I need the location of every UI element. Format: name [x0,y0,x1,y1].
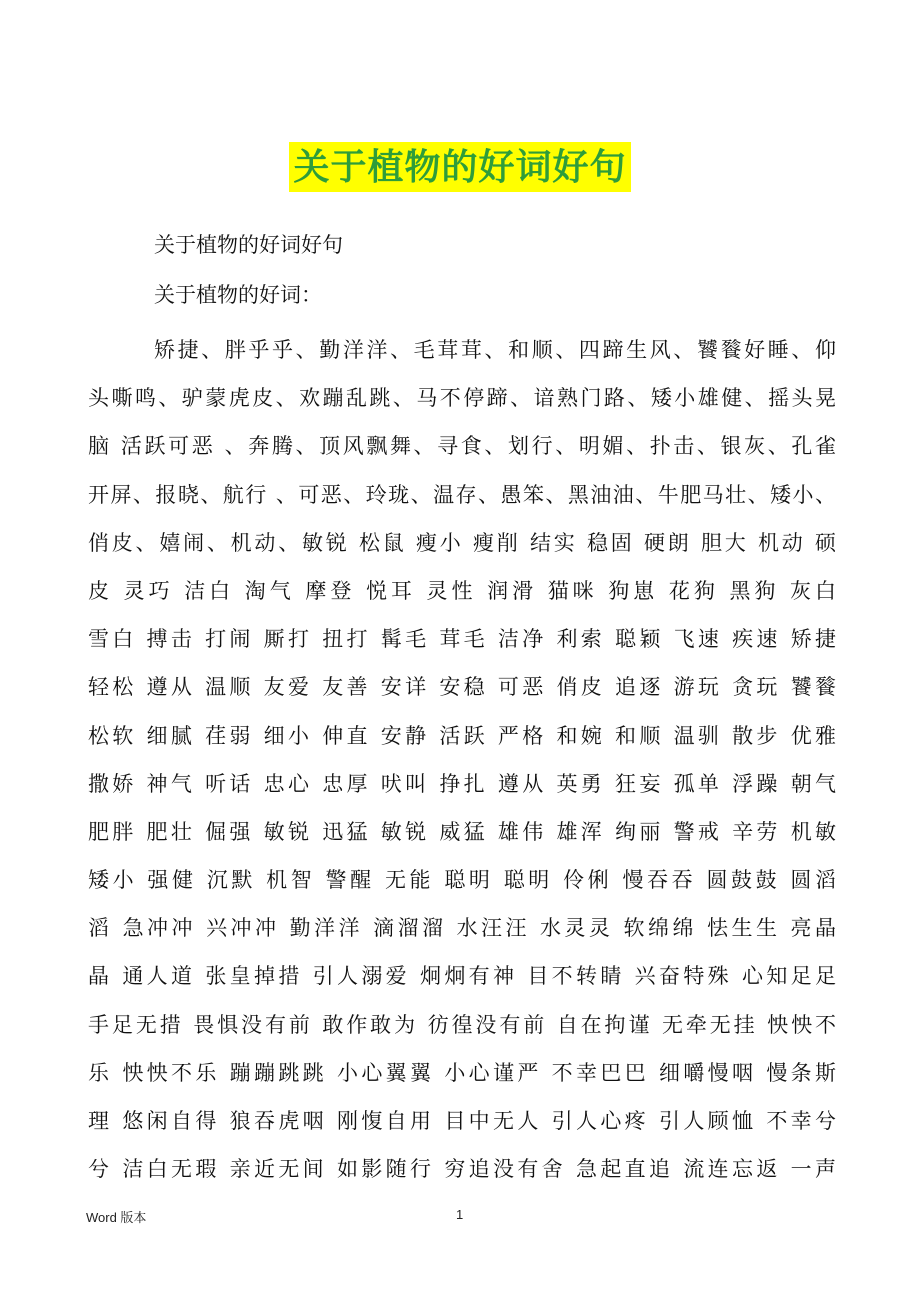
body-line: 矮小 强健 沉默 机智 警醒 无能 聪明 聪明 伶俐 慢吞吞 圆鼓鼓 圆滔 [88,868,836,893]
body-text [88,326,836,1193]
body-line: 晶 通人道 张皇掉措 引人溺爱 炯炯有神 目不转睛 兴奋特殊 心知足足 [88,964,836,989]
body-line: 松软 细腻 荏弱 细小 伸直 安静 活跃 严格 和婉 和顺 温驯 散步 优雅 [88,723,836,748]
body-line: 兮 洁白无瑕 亲近无间 如影随行 穷追没有舍 急起直追 流连忘返 一声 [88,1157,836,1182]
title-container [0,142,920,192]
body-line: 俏皮、嬉闹、机动、敏锐 松鼠 瘦小 瘦削 结实 稳固 硬朗 胆大 机动 硕 [88,530,836,555]
footer-label: Word 版本 [86,1210,147,1225]
body-line: 雪白 搏击 打闹 厮打 扭打 髯毛 茸毛 洁净 利索 聪颖 飞速 疾速 矫捷 [88,627,836,652]
section-heading: 关于植物的好词： [154,283,322,307]
page-number: 1 [456,1207,464,1222]
document-title: 关于植物的好词好句 [289,142,630,192]
body-line: 脑 活跃可恶 、奔腾、顶风飘舞、寻食、划行、明媚、扑击、银灰、孔雀 [88,434,836,459]
body-line: 乐 怏怏不乐 蹦蹦跳跳 小心翼翼 小心谨严 不幸巴巴 细嚼慢咽 慢条斯 [88,1060,836,1085]
body-line: 肥胖 肥壮 倔强 敏锐 迅猛 敏锐 威猛 雄伟 雄浑 绚丽 警戒 辛劳 机敏 [88,819,836,844]
body-line: 理 悠闲自得 狼吞虎咽 刚愎自用 目中无人 引人心疼 引人顾恤 不幸兮 [88,1109,836,1133]
body-line: 开屏、报晓、航行 、可恶、玲珑、温存、愚笨、黑油油、牛肥马壮、矮小、 [88,482,836,507]
body-line: 皮 灵巧 洁白 淘气 摩登 悦耳 灵性 润滑 猫咪 狗崽 花狗 黑狗 灰白 [88,578,836,603]
body-line: 头嘶鸣、驴蒙虎皮、欢蹦乱跳、马不停蹄、谙熟门路、矮小雄健、摇头晃 [88,386,836,411]
body-line: 滔 急冲冲 兴冲冲 勤洋洋 滴溜溜 水汪汪 水灵灵 软绵绵 怯生生 亮晶 [88,916,836,941]
body-line: 手足无措 畏惧没有前 敢作敢为 彷徨没有前 自在拘谨 无牵无挂 怏怏不 [88,1012,836,1037]
body-line: 轻松 遵从 温顺 友爱 友善 安详 安稳 可恶 俏皮 追逐 游玩 贪玩 饕餮 [88,675,836,700]
body-line: 撒娇 神气 听话 忠心 忠厚 吠叫 挣扎 遵从 英勇 狂妄 孤单 浮躁 朝气 [88,771,836,796]
body-line: 矫捷、胖乎乎、勤洋洋、毛茸茸、和顺、四蹄生风、饕餮好睡、仰 [154,338,836,362]
intro-line: 关于植物的好词好句 [154,233,343,257]
